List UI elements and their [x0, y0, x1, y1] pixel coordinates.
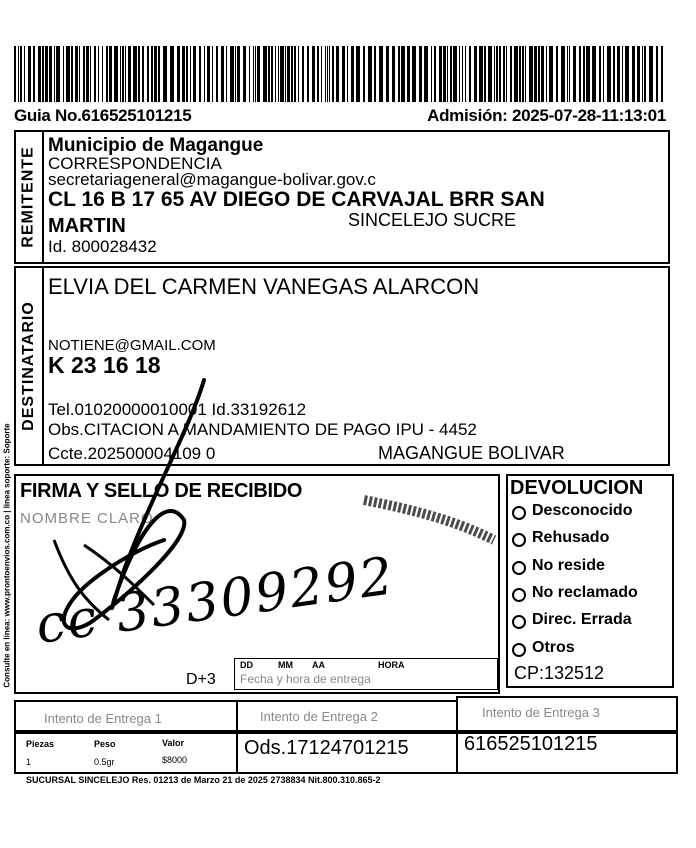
remitente-name: Municipio de Magangue [48, 135, 264, 156]
remitente-city: SINCELEJO SUCRE [348, 210, 517, 230]
devolucion-radio-4[interactable] [512, 615, 526, 629]
intento-label-2: Intento de Entrega 2 [260, 709, 378, 724]
sucursal-text: SUCURSAL SINCELEJO Res. 01213 de Marzo 21 de 2025 2738834 Nit.800.310.865-2 [26, 775, 381, 785]
devolucion-option-label: No reclamado [532, 584, 638, 601]
intento-label-3: Intento de Entrega 3 [482, 705, 600, 720]
intento-label-1: Intento de Entrega 1 [44, 711, 162, 726]
devolucion-option-label: Desconocido [532, 502, 633, 519]
remitente-label: REMITENTE [20, 146, 38, 248]
devolucion-option-label: Otros [532, 639, 575, 656]
date-label: Fecha y hora de entrega [240, 672, 371, 686]
destinatario-email: NOTIENE@GMAIL.COM [48, 337, 216, 354]
date-header-aa: AA [312, 660, 325, 670]
remitente-email: secretariageneral@magangue-bolivar.gov.c [48, 170, 376, 189]
devolucion-radio-5[interactable] [512, 643, 526, 657]
devolucion-title: DEVOLUCION [510, 477, 644, 499]
devolucion-option-label: Rehusado [532, 529, 610, 546]
firma-title: FIRMA Y SELLO DE RECIBIDO [20, 480, 303, 502]
devolucion-radio-1[interactable] [512, 533, 526, 547]
piezas-label: Piezas [26, 739, 55, 749]
devolucion-radio-0[interactable] [512, 506, 526, 520]
valor-value: $8000 [162, 755, 188, 765]
admission-date: Admisión: 2025-07-28-11:13:01 [427, 106, 666, 125]
peso-label: Peso [94, 739, 116, 749]
remitente-address-line2: MARTIN [48, 215, 126, 237]
remitente-address-line1: CL 16 B 17 65 AV DIEGO DE CARVAJAL BRR SAN [48, 188, 545, 211]
remitente-dept: CORRESPONDENCIA [48, 154, 222, 173]
guia-number: Guia No.616525101215 [14, 106, 192, 125]
side-note: Consulte en línea: www.prontoenvios.com.co | linea soporte: Soporte [2, 422, 12, 688]
ods-number: Ods.17124701215 [244, 737, 409, 759]
destinatario-ccte: Ccte.202500004109 0 [48, 444, 216, 463]
devolucion-option-label: Direc. Errada [532, 611, 632, 628]
date-header-mm: MM [278, 660, 293, 670]
destinatario-obs: Obs.CITACION A MANDAMIENTO DE PAGO IPU - 4452 [48, 420, 477, 439]
guia-number-footer: 616525101215 [464, 733, 598, 755]
valor-label: Valor [162, 738, 185, 748]
destinatario-name: ELVIA DEL CARMEN VANEGAS ALARCON [48, 274, 480, 299]
peso-value: 0.5gr [94, 757, 115, 767]
remitente-id: Id. 800028432 [48, 237, 157, 256]
piezas-value: 1 [26, 757, 32, 767]
devolucion-option-label: No reside [532, 557, 605, 574]
destinatario-address: K 23 16 18 [48, 352, 161, 378]
date-header-dd: DD [240, 660, 253, 670]
d3-label: D+3 [186, 671, 216, 688]
devolucion-radio-3[interactable] [512, 588, 526, 602]
nombre-claro-label: NOMBRE CLARO [20, 510, 154, 527]
devolucion-radio-2[interactable] [512, 561, 526, 575]
handwritten-cc: cc 33309292 [32, 546, 399, 656]
destinatario-label: DESTINATARIO [20, 301, 37, 431]
date-header-hora: HORA [378, 660, 405, 670]
destinatario-tel: Tel.01020000010001 Id.33192612 [48, 400, 307, 419]
barcode-image [14, 46, 666, 102]
devolucion-cp: CP:132512 [514, 663, 605, 683]
destinatario-city: MAGANGUE BOLIVAR [378, 443, 565, 463]
